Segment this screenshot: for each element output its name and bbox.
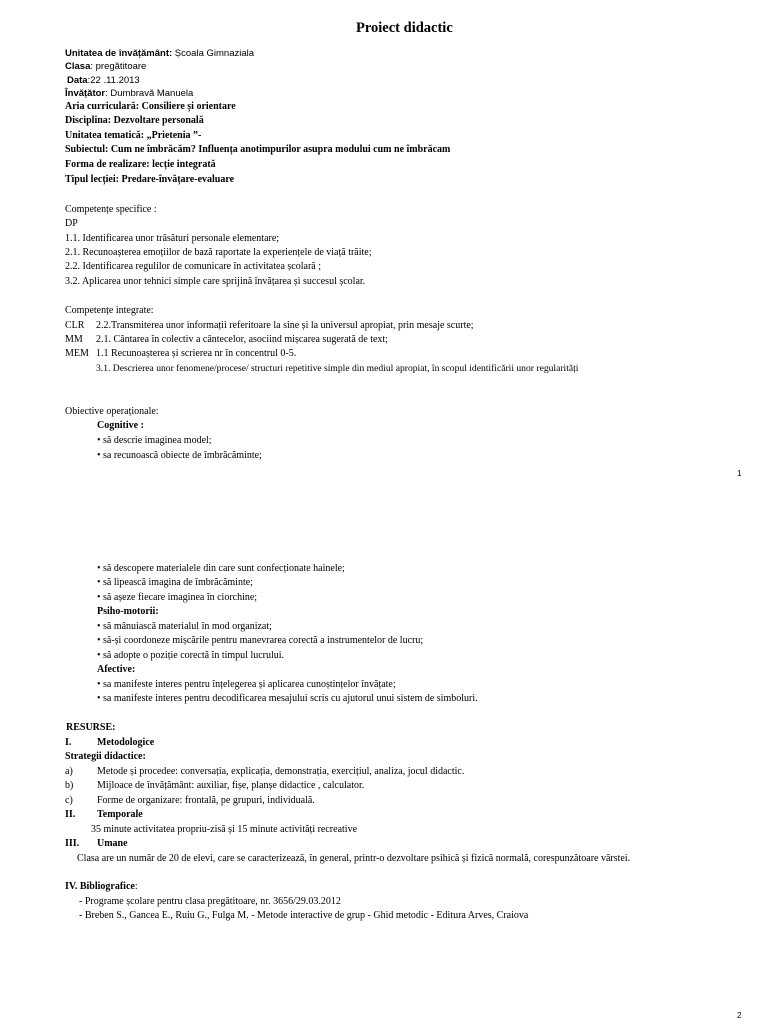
strategy-letter: c) <box>65 795 73 806</box>
metodologice-heading: Metodologice <box>97 737 155 748</box>
cognitive-item: • să descrie imaginea model; <box>97 435 212 446</box>
strategy-letter: a) <box>65 766 73 777</box>
comp-integrated-text: 1.1 Recunoașterea și scrierea nr în concentrul 0-5. <box>96 348 297 359</box>
comp-specific-heading: Competențe specifice : <box>65 204 157 215</box>
objectives-heading: Obiective operaționale: <box>65 406 159 417</box>
biblio-item: - Breben S., Gancea E., Ruiu G., Fulga M. - Metode interactive de grup - Ghid metodic - Editura Arves, Craiova <box>79 910 529 921</box>
comp-specific-line: 1.1. Identificarea unor trăsături personale elementare; <box>65 233 280 244</box>
afective-item: • sa manifeste interes pentru înțelegerea și aplicarea cunoștințelor învățate; <box>97 679 396 690</box>
psiho-heading: Psiho-motorii: <box>97 606 159 617</box>
comp-specific-line: 2.1. Recunoașterea emoțiilor de bază raportate la experiențele de viață trăite; <box>65 247 372 258</box>
comp-integrated-text: 2.2.Transmiterea unor informații referitoare la sine și la universul apropiat, prin mesaje scurte; <box>96 320 474 331</box>
strategy-text: Mijloace de învățământ: auxiliar, fișe, planșe didactice , calculator. <box>97 780 365 791</box>
strategy-text: Forme de organizare: frontală, pe grupuri, individuală. <box>97 795 315 806</box>
cognitive-item: • sa recunoască obiecte de îmbrăcăminte; <box>97 450 262 461</box>
umane-heading: Umane <box>97 838 128 849</box>
comp-integrated-heading: Competențe integrate: <box>65 305 154 316</box>
comp-integrated-code: MEM <box>65 348 89 359</box>
cognitive-item: • să așeze fiecare imaginea în ciorchine; <box>97 592 258 603</box>
meta-disciplina: Disciplina: Dezvoltare personală <box>65 115 204 126</box>
cognitive-item: • să lipească imagina de îmbrăcăminte; <box>97 577 253 588</box>
strategii-heading: Strategii didactice: <box>65 751 146 762</box>
header-class: Clasa: pregătitoare <box>65 61 147 72</box>
resurse-heading: RESURSE: <box>66 722 116 733</box>
psiho-item: • să mânuiască materialul în mod organizat; <box>97 621 272 632</box>
strategy-letter: b) <box>65 780 74 791</box>
meta-subiectul: Subiectul: Cum ne îmbrăcăm? Influența anotimpurilor asupra modului cum ne îmbrăcam <box>65 144 451 155</box>
temporale-heading: Temporale <box>97 809 143 820</box>
comp-integrated-code: CLR <box>65 320 85 331</box>
psiho-item: • să adopte o poziție corectă în timpul lucrului. <box>97 650 285 661</box>
biblio-item: - Programe școlare pentru clasa pregătitoare, nr. 3656/29.03.2012 <box>79 896 341 907</box>
strategy-text: Metode și procedee: conversația, explicația, demonstrația, exercițiul, analiza, jocul didactic. <box>97 766 465 777</box>
meta-tipul: Tipul lecției: Predare-învățare-evaluare <box>65 174 235 185</box>
section-number: II. <box>65 809 76 820</box>
cognitive-item: • să descopere materialele din care sunt confecționate hainele; <box>97 563 345 574</box>
page-number: 1 <box>737 469 742 478</box>
comp-integrated-text: 2.1. Cântarea în colectiv a cântecelor, asociind mișcarea sugerată de text; <box>96 334 388 345</box>
cognitive-heading: Cognitive : <box>97 420 144 431</box>
comp-integrated-text: 3.1. Descrierea unor fenomene/procese/ structuri repetitive simple din mediul apropiat, în scopul identificării unor regularități <box>96 363 579 374</box>
section-number: III. <box>65 838 80 849</box>
header-teacher: Învățător: Dumbravă Manuela <box>65 88 194 99</box>
page-title: Proiect didactic <box>356 20 453 36</box>
comp-specific-line: 2.2. Identificarea regulilor de comunicare în activitatea școlară ; <box>65 261 321 272</box>
umane-text: Clasa are un număr de 20 de elevi, care se caracterizează, în general, printr-o dezvoltare psihică și fizică normală, corespunzătoare vârstei. <box>77 853 631 864</box>
biblio-heading: IV. Bibliografice: <box>65 881 138 892</box>
psiho-item: • să-și coordoneze mișcările pentru manevrarea corectă a instrumentelor de lucru; <box>97 635 424 646</box>
meta-unitatea: Unitatea tematică: „Prietenia ”- <box>65 130 202 141</box>
comp-specific-line: 3.2. Aplicarea unor tehnici simple care sprijină învățarea și succesul școlar. <box>65 276 366 287</box>
meta-forma: Forma de realizare: lecție integrată <box>65 159 216 170</box>
comp-integrated-code: MM <box>65 334 83 345</box>
page-number: 2 <box>737 1011 742 1020</box>
meta-aria: Aria curriculară: Consiliere și orientare <box>65 101 236 112</box>
afective-item: • sa manifeste interes pentru decodificarea mesajului scris cu ajutorul unui sistem de simboluri. <box>97 693 478 704</box>
section-number: I. <box>65 737 72 748</box>
header-date: Data:22 .11.2013 <box>67 75 140 86</box>
afective-heading: Afective: <box>97 664 136 675</box>
comp-specific-line: DP <box>65 218 78 229</box>
temporale-text: 35 minute activitatea propriu-zisă și 15 minute activități recreative <box>91 824 358 835</box>
header-school: Unitatea de învățământ: Școala Gimnaziala <box>65 48 255 59</box>
